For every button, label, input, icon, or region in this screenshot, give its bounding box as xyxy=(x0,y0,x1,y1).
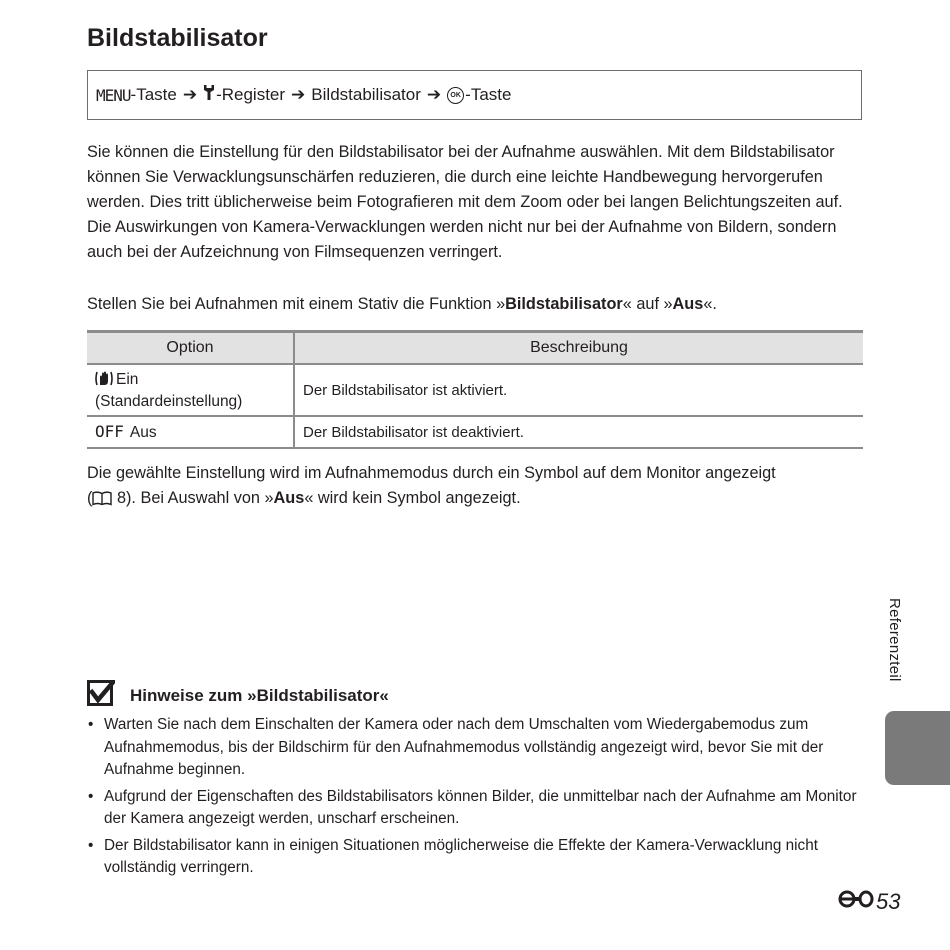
reference-page: 8 xyxy=(116,489,127,507)
list-item: • Aufgrund der Eigenschaften des Bildstabilisators können Bilder, die unmittelbar nach der Aufnahme am Monitor der Kamera angezeigt werden, unscharf erscheinen. xyxy=(87,786,867,831)
stabilizer-off-icon: OFF xyxy=(95,422,124,441)
nav-step-2: -Register xyxy=(216,85,286,104)
table-header-option: Option xyxy=(87,332,294,365)
nav-step-1: -Taste xyxy=(130,85,177,104)
page-number-text: 53 xyxy=(876,889,901,914)
arrow-icon: ➔ xyxy=(426,85,442,104)
table-row xyxy=(87,416,863,448)
menu-key-icon: MENU xyxy=(96,85,131,105)
menu-path-box xyxy=(87,70,862,120)
book-reference-icon xyxy=(92,489,112,514)
arrow-icon: ➔ xyxy=(182,85,198,104)
option-label: Ein xyxy=(116,370,139,388)
intro-paragraph: Sie können die Einstellung für den Bildstabilisator bei der Aufnahme auswählen. Mit dem Bildstabilisator können Sie Verwacklungsunschärfen reduzieren, die durch eine leichte Handbewegung hervorgerufen werden. Dies tritt üblicherweise beim Fotografieren mit dem Zoom oder bei langen Belichtungszeiten auf. Die Auswirkungen von Kamera-Verwacklungen werden nicht nur bei der Aufnahme von Bildern, sondern auch bei der Aufzeichnung von Filmsequenzen verringert. xyxy=(87,143,843,261)
reference-section-icon xyxy=(838,889,874,915)
nav-step-4: -Taste xyxy=(465,85,512,104)
tripod-note: Stellen Sie bei Aufnahmen mit einem Stativ die Funktion »Bildstabilisator« auf »Aus«. xyxy=(87,295,717,313)
option-default-note: (Standardeinstellung) xyxy=(95,392,243,410)
nav-step-3: Bildstabilisator xyxy=(311,85,421,104)
ok-button-icon: OK xyxy=(447,87,464,104)
table-header-description: Beschreibung xyxy=(294,332,863,365)
stabilizer-on-icon xyxy=(95,370,113,392)
section-side-tab xyxy=(885,711,950,785)
list-item: • Der Bildstabilisator kann in einigen Situationen möglicherweise die Effekte der Kamera-Verwacklung nicht vollständig verringern. xyxy=(87,835,867,880)
option-cell xyxy=(87,416,294,448)
after-table-paragraph: Die gewählte Einstellung wird im Aufnahmemodus durch ein Symbol auf dem Monitor angezeigt ( 8). Bei Auswahl von »Aus« wird kein Symbol angezeigt. xyxy=(87,461,862,514)
section-side-label: Referenzteil xyxy=(886,598,903,682)
notes-list xyxy=(87,714,867,884)
wrench-icon xyxy=(203,84,215,106)
checkmark-note-icon xyxy=(87,680,115,711)
option-label: Aus xyxy=(129,424,157,441)
page-title: Bildstabilisator xyxy=(87,24,268,52)
list-item: • Warten Sie nach dem Einschalten der Kamera oder nach dem Umschalten vom Wiedergabemodus zum Aufnahmemodus, bis der Bildschirm für den Aufnahmemodus vollständig angezeigt wird, bevor Sie mit der Aufnahme beginnen. xyxy=(87,714,867,782)
page-number xyxy=(838,889,900,915)
description-cell: Der Bildstabilisator ist aktiviert. xyxy=(294,364,863,416)
options-table xyxy=(87,330,863,449)
arrow-icon: ➔ xyxy=(291,85,306,104)
notes-heading-text: Hinweise zum »Bildstabilisator« xyxy=(130,685,389,705)
notes-heading xyxy=(87,680,389,711)
table-row xyxy=(87,364,863,416)
description-cell: Der Bildstabilisator ist deaktiviert. xyxy=(294,416,863,448)
option-cell xyxy=(87,364,294,416)
